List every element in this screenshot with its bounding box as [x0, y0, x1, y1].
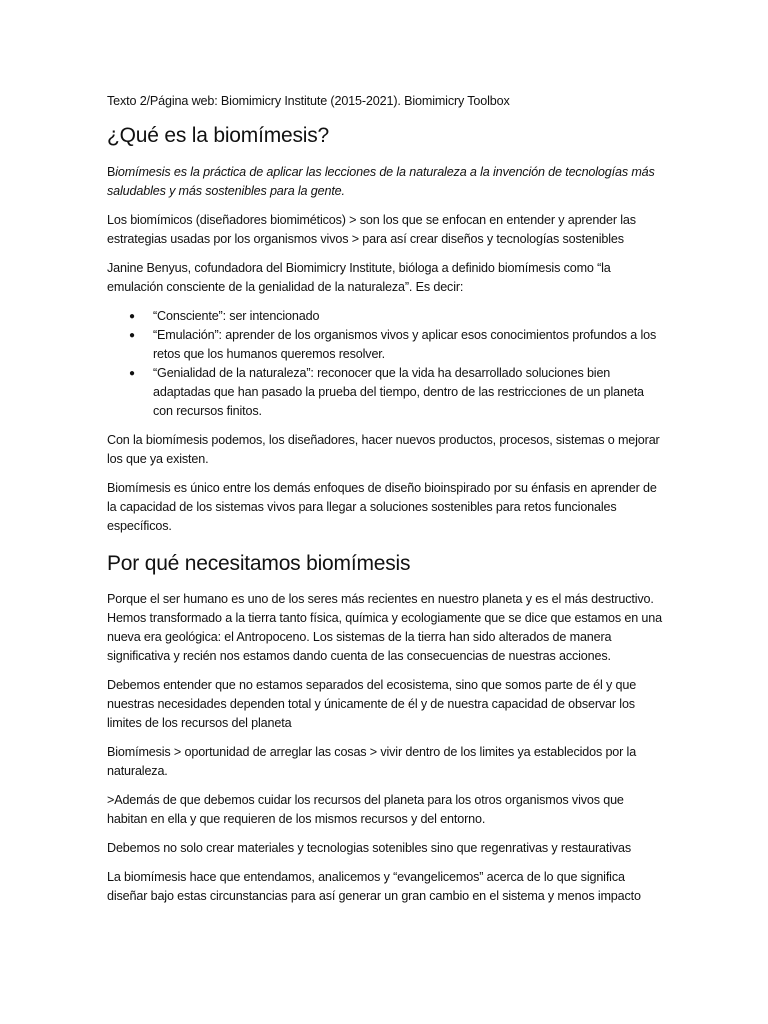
bullet-text: “Consciente”: ser intencionado	[153, 309, 320, 323]
source-citation: Texto 2/Página web: Biomimicry Institute (2015-2021). Biomimicry Toolbox	[107, 94, 510, 108]
bullet-icon: ●	[129, 311, 135, 322]
bullet-text: “Emulación”: aprender de los organismos vivos y aplicar esos conocimientos profundos a los retos que los humanos queremos resolver.	[153, 328, 657, 361]
bullet-item-genialidad	[107, 364, 667, 421]
bullet-icon: ●	[129, 368, 135, 379]
paragraph-recursos: >Además de que debemos cuidar los recursos del planeta para los otros organismos vivos que habitan en ella y que requieren de los mismos recursos y del entorno.	[107, 793, 624, 826]
bullet-text: “Genialidad de la naturaleza”: reconocer que la vida ha desarrollado soluciones bien adaptadas que han pasado la prueba del tiempo, dentro de las restricciones de un planeta con recursos finitos.	[153, 366, 644, 418]
bullet-item-emulacion	[107, 326, 667, 364]
paragraph-disenadores: Con la biomímesis podemos, los diseñadores, hacer nuevos productos, procesos, sistemas o mejorar los que ya existen.	[107, 433, 660, 466]
paragraph-biomimicos: Los biomímicos (diseñadores biomiméticos) > son los que se enfocan en entender y aprender las estrategias usadas por los organismos vivos > para así crear diseños y tecnologías sostenibles	[107, 213, 636, 246]
intro-initial-letter: B	[107, 165, 116, 179]
paragraph-janine-benyus: Janine Benyus, cofundadora del Biomimicry Institute, bióloga a definido biomímesis como “la emulación consciente de la genialidad de la naturaleza”. Es decir:	[107, 261, 611, 294]
paragraph-ecosistema: Debemos entender que no estamos separados del ecosistema, sino que somos parte de él y que nuestras necesidades dependen total y únicamente de él y de nuestra capacidad de observar los limites de los recursos del planeta	[107, 678, 637, 730]
document-body	[107, 92, 667, 916]
intro-definition	[107, 163, 667, 201]
paragraph-regenerativas: Debemos no solo crear materiales y tecnologias sotenibles sino que regenrativas y restaurativas	[107, 841, 632, 855]
heading-que-es-biomimesis: ¿Qué es la biomímesis?	[107, 124, 330, 147]
bullet-item-consciente	[107, 307, 667, 326]
definition-bullet-list	[107, 307, 667, 421]
intro-definition-text: iomímesis es la práctica de aplicar las lecciones de la naturaleza a la invención de tecnologías más saludables y más sostenibles para la gente.	[107, 165, 655, 198]
paragraph-ser-humano: Porque el ser humano es uno de los seres más recientes en nuestro planeta y es el más destructivo. Hemos transformado a la tierra tanto física, química y ecologiamente que se dice que estamos en una nueva era geológica: el Antropoceno. Los sistemas de la tierra han sido alterados de manera significativa y recién nos estamos dando cuenta de las consecuencias de nuestras acciones.	[107, 592, 662, 663]
paragraph-oportunidad: Biomímesis > oportunidad de arreglar las cosas > vivir dentro de los limites ya establecidos por la naturaleza.	[107, 745, 637, 778]
paragraph-evangelicemos: La biomímesis hace que entendamos, analicemos y “evangelicemos” acerca de lo que significa diseñar bajo estas circunstancias para así generar un gran cambio en el sistema y menos impacto	[107, 870, 641, 903]
bullet-icon: ●	[129, 330, 135, 341]
heading-por-que-necesitamos: Por qué necesitamos biomímesis	[107, 552, 411, 575]
paragraph-unico: Biomímesis es único entre los demás enfoques de diseño bioinspirado por su énfasis en aprender de la capacidad de los sistemas vivos para llegar a soluciones sostenibles para retos funcionales específicos.	[107, 481, 657, 533]
